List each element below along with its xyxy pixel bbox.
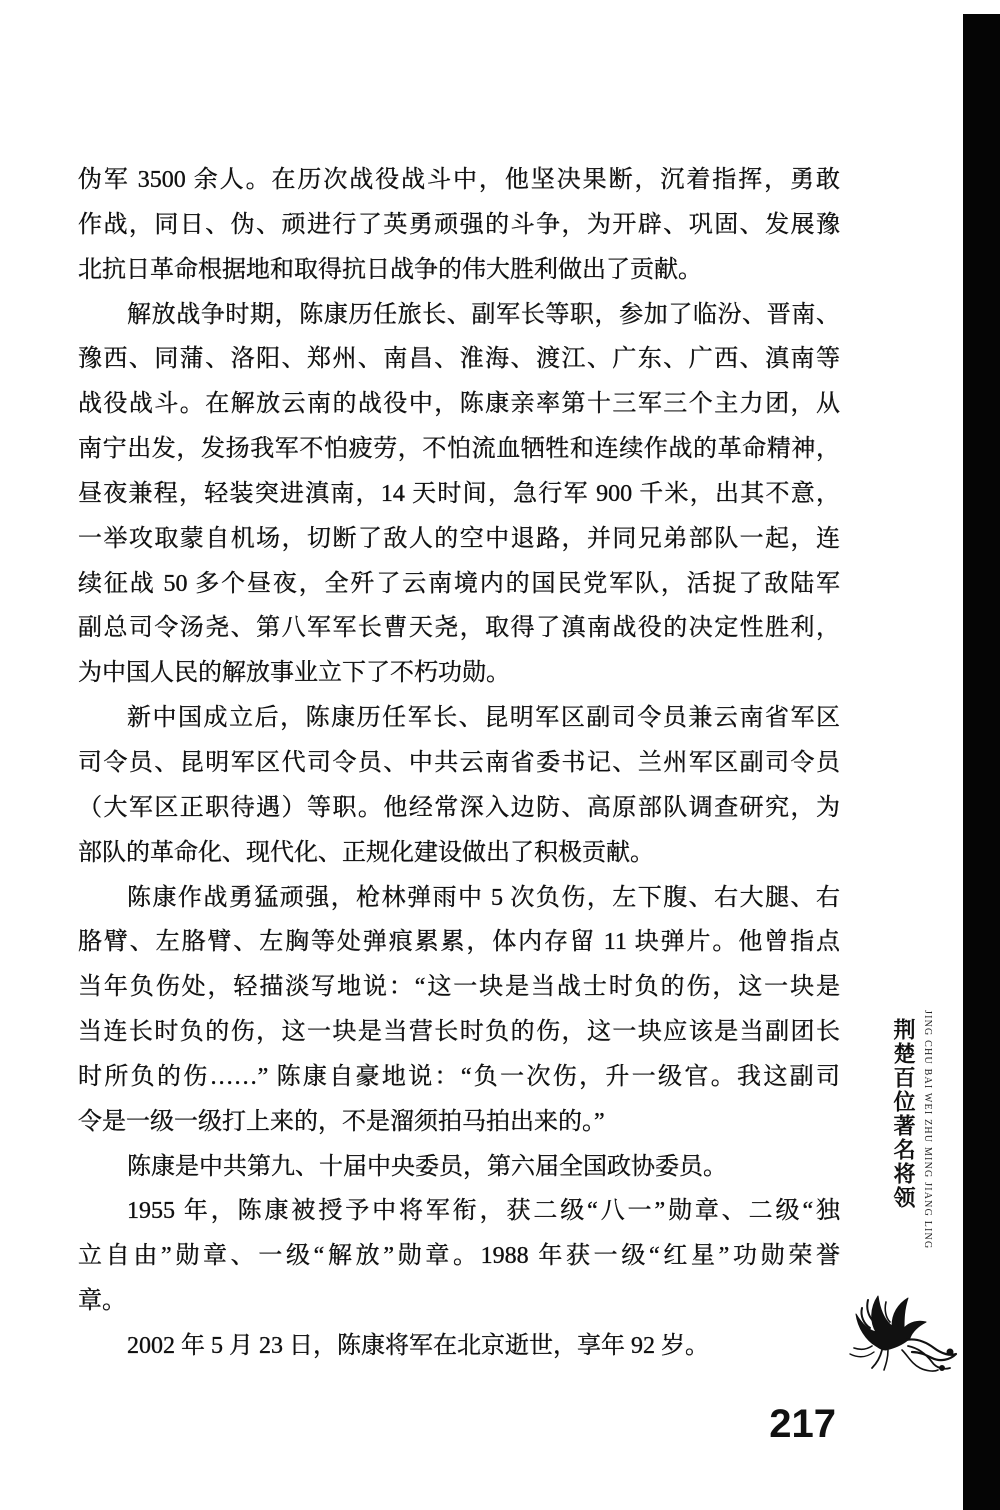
text-line: （大军区正职待遇）等职。他经常深入边防、高原部队调查研究，为 [78,794,840,821]
text-line: 当连长时负的伤，这一块是当营长时负的伤，这一块应该是当副团长 [78,1019,840,1046]
paragraph [78,293,840,697]
phoenix-icon [846,1288,960,1374]
page-number: 217 [769,1402,836,1446]
text-line: 昼夜兼程，轻装突进滇南，14 天时间，急行军 900 千米，出其不意， [78,480,840,507]
paragraph [78,158,840,293]
text-line: 豫西、同蒲、洛阳、郑州、南昌、淮海、渡江、广东、广西、滇南等 [78,346,840,373]
paragraph [78,876,840,1145]
text-line: 当年负伤处，轻描淡写地说：“这一块是当战士时负的伤，这一块是 [78,974,840,1001]
text-line: 部队的革命化、现代化、正规化建设做出了积极贡献。 [78,839,654,866]
text-line: 陈康作战勇猛顽强，枪林弹雨中 5 次负伤，左下腹、右大腿、右 [127,884,840,911]
series-title: 荆楚百位著名将领 [890,1018,916,1210]
page-edge-bar [963,14,1000,1510]
text-line: 新中国成立后，陈康历任军长、昆明军区副司令员兼云南省军区 [127,705,840,732]
text-line: 立自由”勋章、一级“解放”勋章。1988 年获一级“红星”功勋荣誉 [78,1243,840,1270]
body-text [78,158,840,1369]
text-line: 副总司令汤尧、第八军军长曹天尧，取得了滇南战役的决定性胜利， [78,615,840,642]
text-line: 北抗日革命根据地和取得抗日战争的伟大胜利做出了贡献。 [78,256,702,283]
text-line: 司令员、昆明军区代司令员、中共云南省委书记、兰州军区副司令员 [78,749,840,776]
text-line: 一举攻取蒙自机场，切断了敌人的空中退路，并同兄弟部队一起，连 [78,525,840,552]
text-line: 作战，同日、伪、顽进行了英勇顽强的斗争，为开辟、巩固、发展豫 [78,211,840,238]
text-line: 解放战争时期，陈康历任旅长、副军长等职，参加了临汾、晋南、 [127,301,840,328]
series-title-pinyin: JING CHU BAI WEI ZHU MING JIANG LING [922,1010,933,1250]
text-line: 2002 年 5 月 23 日，陈康将军在北京逝世，享年 92 岁。 [127,1332,709,1359]
paragraph [78,1145,840,1190]
text-line: 令是一级一级打上来的，不是溜须拍马拍出来的。” [78,1108,605,1135]
text-line: 陈康是中共第九、十届中央委员，第六届全国政协委员。 [127,1153,727,1180]
text-line: 胳臂、左胳臂、左胸等处弹痕累累，体内存留 11 块弹片。他曾指点 [78,929,840,956]
text-line: 时所负的伤……” 陈康自豪地说：“负一次伤，升一级官。我这副司 [78,1063,840,1090]
text-line: 战役战斗。在解放云南的战役中，陈康亲率第十三军三个主力团，从 [78,391,840,418]
text-line: 南宁出发，发扬我军不怕疲劳，不怕流血牺牲和连续作战的革命精神， [78,436,840,463]
text-line: 伪军 3500 余人。在历次战役战斗中，他坚决果断，沉着指挥，勇敢 [78,167,840,193]
text-line: 1955 年，陈康被授予中将军衔，获二级“八一”勋章、二级“独 [127,1198,840,1225]
paragraph [78,1189,840,1324]
paragraph [78,696,840,875]
text-line: 续征战 50 多个昼夜，全歼了云南境内的国民党军队，活捉了敌陆军 [78,570,840,597]
text-line: 章。 [78,1288,126,1315]
paragraph [78,1324,840,1369]
text-line: 为中国人民的解放事业立下了不朽功勋。 [78,660,510,687]
